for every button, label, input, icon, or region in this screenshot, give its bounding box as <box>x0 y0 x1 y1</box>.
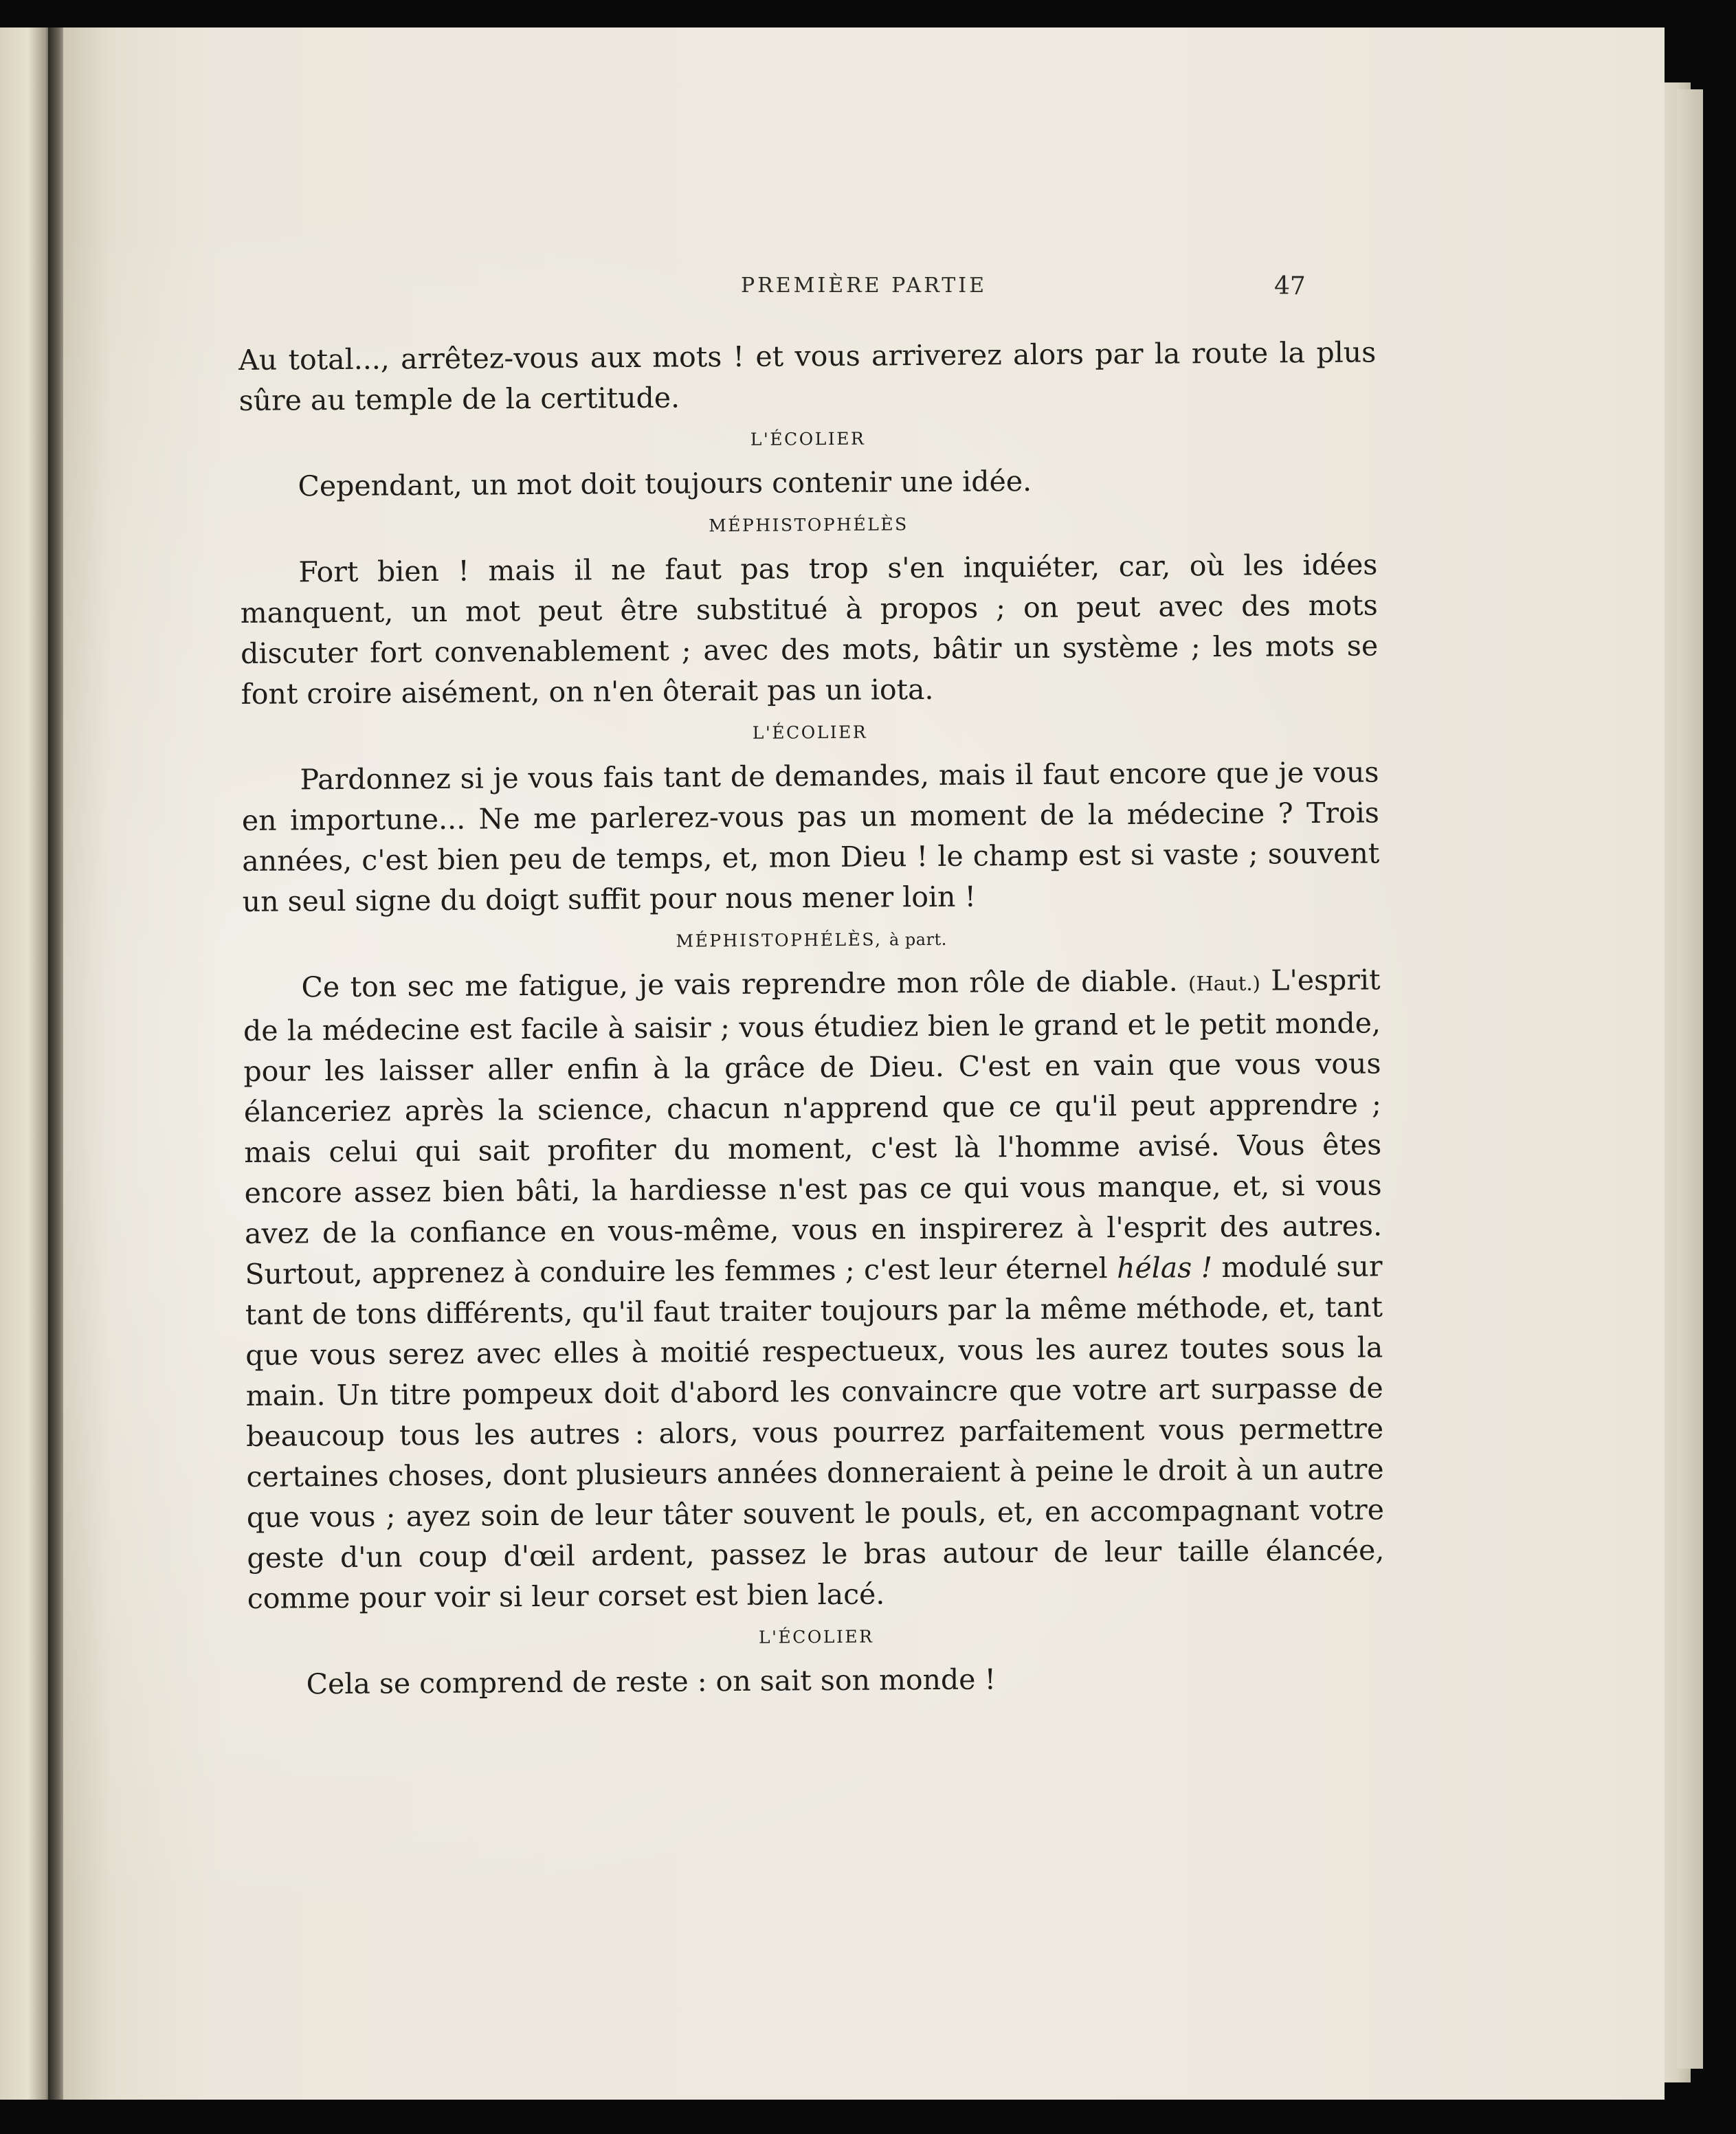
speaker-label: L'ÉCOLIER <box>758 1626 874 1647</box>
paragraph-part: L'esprit de la médecine est facile à saisir ; vous étudiez bien le grand et le petit monde, pour les laisser aller enfin à la grâce de Dieu. C'est en vain que vous vous élanceriez après la science, chacun n'apprend que ce qu'il peut apprendre ; mais celui qui sait profiter du moment, c'est là l'homme avisé. Vous êtes encore assez bien bâti, la hardiesse n'est pas ce qui vous manque, et, si vous avez de la confiance en vous-même, vous en inspirerez à l'esprit des autres. Surtout, apprenez à conduire les femmes ; c'est leur éternel <box>243 963 1383 1291</box>
italic-word: hélas ! <box>1116 1251 1213 1285</box>
paragraph: Fort bien ! mais il ne faut pas trop s'en inquiéter, car, où les idées manquent, un mot peut être substitué à propos ; on peut avec des mots discuter fort convenablement ; avec des mots, bâtir un système ; les mots se font croire aisément, on n'en ôterait pas un iota. <box>240 548 1379 711</box>
speaker-name: MÉPHISTOPHÉLÈS, <box>676 929 882 951</box>
page-stack-edge-inner <box>1677 89 1703 2069</box>
speaker-label-with-aside <box>243 924 1380 957</box>
paragraph-part: Ce ton sec me fatigue, je vais reprendre mon rôle de diable. <box>301 964 1178 1004</box>
paragraph: Pardonnez si je vous fais tant de demandes, mais il faut encore que je vous en importune... Ne me parlerez-vous pas un moment de la médecine ? Trois années, c'est bien peu de temps, et, mon Dieu ! le champ est si vaste ; souvent un seul signe du doigt suffit pour nous mener loin ! <box>241 755 1380 918</box>
paragraph-part: modulé sur tant de tons différents, qu'il faut traiter toujours par la même méthode, et, tant que vous serez avec elles à moitié respectueux, vous les aurez toutes sous la main. Un titre pompeux doit d'abord les convaincre que votre art surpasse de beaucoup tous les autres : alors, vous pourrez parfaitement vous permettre certaines choses, dont plusieurs années donneraient à peine le droit à un autre que vous ; ayez soin de leur tâter souvent le pouls, et, en accompagnant votre geste d'un coup d'œil ardent, passez le bras autour de leur taille élancée, comme pour voir si leur corset est bien lacé. <box>245 1249 1385 1615</box>
speaker-label: L'ÉCOLIER <box>750 428 866 449</box>
page-text <box>238 332 1386 1705</box>
stage-direction-aside: à part. <box>889 929 947 950</box>
speaker-label: L'ÉCOLIER <box>752 722 868 743</box>
stage-direction: (Haut.) <box>1188 971 1260 996</box>
speaker-label: MÉPHISTOPHÉLÈS <box>709 514 909 536</box>
book-page <box>63 27 1665 2100</box>
paragraph <box>243 959 1385 1619</box>
paragraph: Au total..., arrêtez-vous aux mots ! et vous arriverez alors par la route la plus sûre au temple de la certitude. <box>238 335 1377 417</box>
paragraph: Cela se comprend de reste : on sait son monde ! <box>306 1663 997 1701</box>
facing-page-edge <box>0 27 52 2100</box>
running-title: PREMIÈRE PARTIE <box>740 274 988 298</box>
page-number: 47 <box>1274 272 1306 300</box>
paragraph: Cependant, un mot doit toujours contenir une idée. <box>298 464 1032 503</box>
